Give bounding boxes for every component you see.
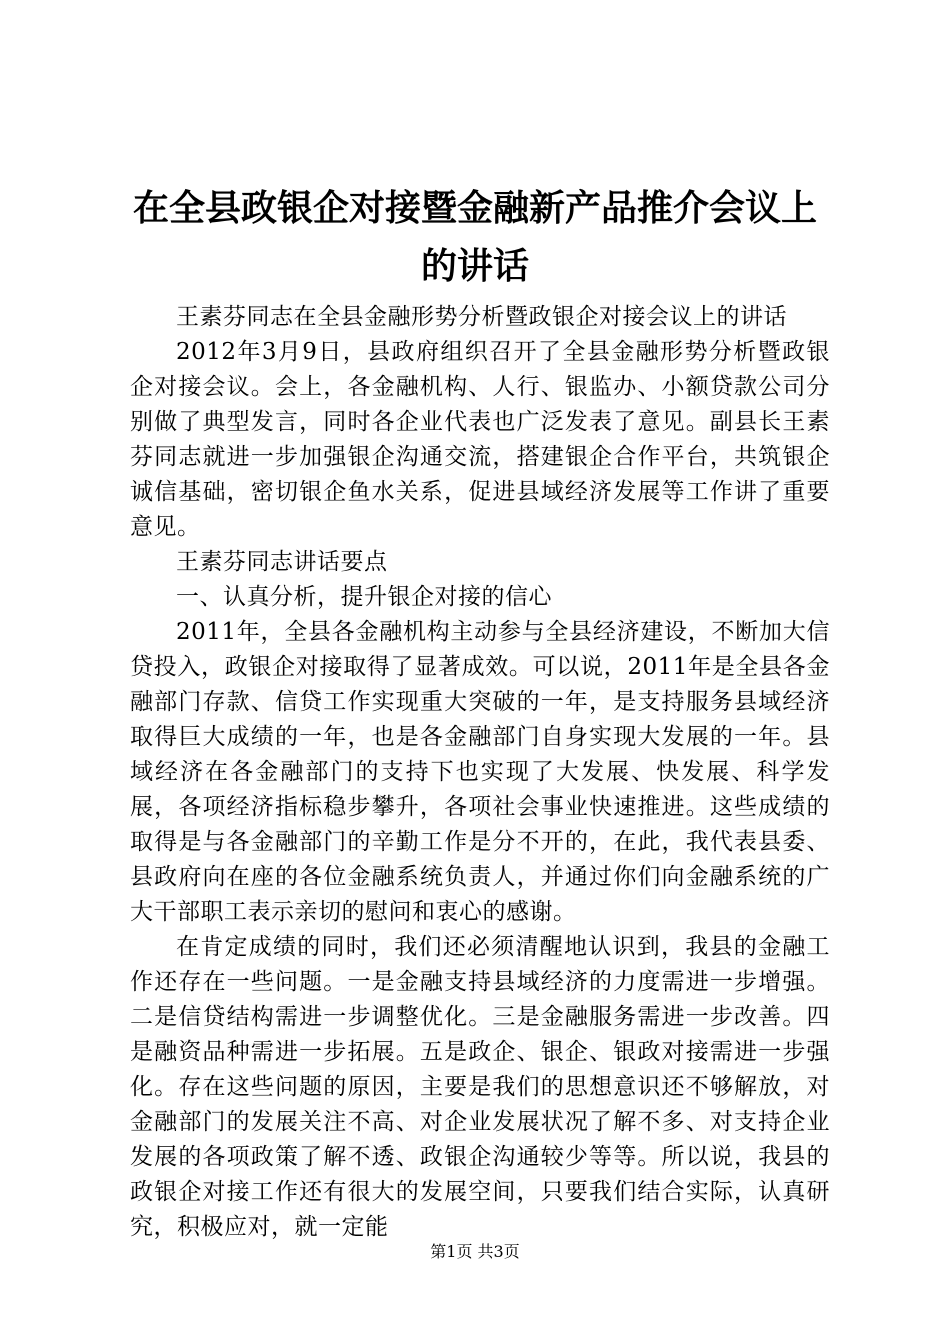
paragraph-problems: 在肯定成绩的同时，我们还必须清醒地认识到，我县的金融工作还存在一些问题。一是金融支持县域经济的力度需进一步增强。二是信贷结构需进一步调整优化。三是金融服务需进一步改善。四是融资品种需进一步拓展。五是政企、银企、银政对接需进一步强化。存在这些问题的原因，主要是我们的思想意识还不够解放，对金融部门的发展关注不高、对企业发展状况了解不多、对支持企业发展的各项政策了解不透、政银企沟通较少等等。所以说，我县的政银企对接工作还有很大的发展空间，只要我们结合实际，认真研究，积极应对，就一定能 (130, 934, 830, 1240)
paragraph-achievements: 2011年，全县各金融机构主动参与全县经济建设，不断加大信贷投入，政银企对接取得了显著成效。可以说，2011年是全县各金融部门存款、信贷工作实现重大突破的一年，是支持服务县域经济取得巨大成绩的一年，也是各金融部门自身实现大发展的一年。县域经济在各金融部门的支持下也实现了大发展、快发展、科学发展，各项经济指标稳步攀升，各项社会事业快速推进。这些成绩的取得是与各金融部门的辛勤工作是分不开的，在此，我代表县委、县政府向在座的各位金融系统负责人，并通过你们向金融系统的广大干部职工表示亲切的慰问和衷心的感谢。 (130, 619, 830, 925)
paragraph-intro: 2012年3月9日，县政府组织召开了全县金融形势分析暨政银企对接会议。会上，各金融机构、人行、银监办、小额贷款公司分别做了典型发言，同时各企业代表也广泛发表了意见。副县长王素芬同志就进一步加强银企沟通交流，搭建银企合作平台，共筑银企诚信基础，密切银企鱼水关系，促进县域经济发展等工作讲了重要意见。 (130, 339, 830, 540)
paragraph-heading-points: 王素芬同志讲话要点 (176, 549, 388, 575)
paragraph-subtitle: 王素芬同志在全县金融形势分析暨政银企对接会议上的讲话 (176, 304, 787, 330)
document-title: 在全县政银企对接暨金融新产品推介会议上的讲话 (132, 188, 817, 287)
paragraph-section-heading: 一、认真分析，提升银企对接的信心 (176, 584, 552, 610)
document-body (130, 300, 830, 1245)
page-footer: 第1页 共3页 (430, 1242, 520, 1261)
